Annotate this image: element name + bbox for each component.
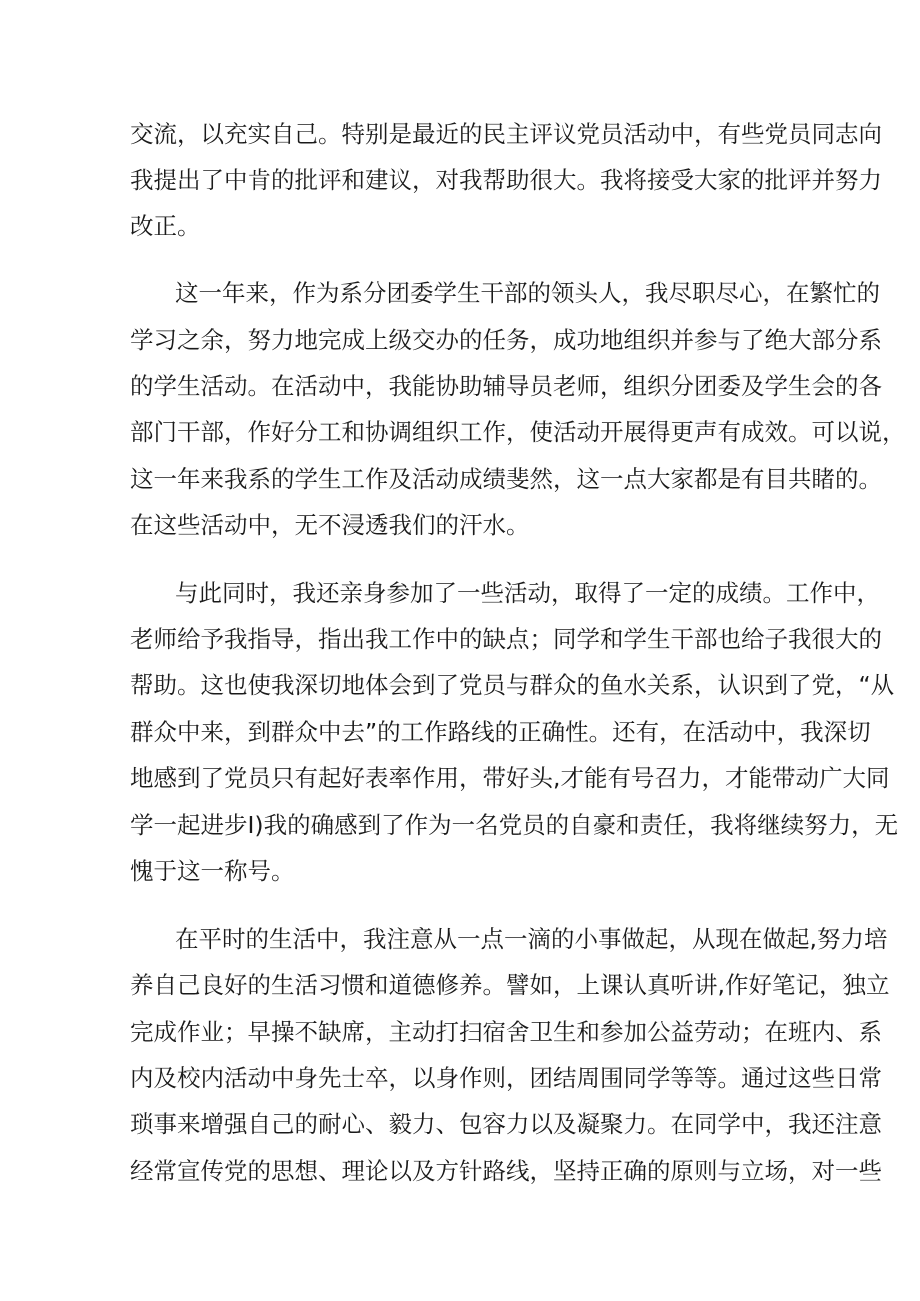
line-text: 愧于这一称号。 (130, 857, 295, 885)
text-line (0, 366, 920, 406)
line-text: 地感到了党员只有起好表率作用，带好头,才能有号召力，才能带动广大同 (130, 764, 890, 792)
line-text: 的学生活动。在活动中，我能协助辅导员老师，组织分团委及学生会的各 (130, 372, 882, 400)
text-line (0, 1104, 920, 1144)
text-line (0, 1058, 920, 1098)
text-line (0, 273, 920, 313)
text-line (0, 805, 920, 845)
text-line (0, 114, 920, 154)
line-text: 部门干部，作好分工和协调组织工作，使活动开展得更声有成效。可以说， (130, 418, 906, 446)
line-text: 这一年来我系的学生工作及活动成绩斐然，这一点大家都是有目共睹的。 (130, 465, 882, 493)
text-line (0, 851, 920, 891)
line-text: 内及校内活动中身先士卒，以身作则，团结周围同学等等。通过这些日常 (130, 1064, 882, 1092)
line-text: 改正。 (130, 212, 201, 240)
text-line (0, 459, 920, 499)
text-line (0, 160, 920, 200)
line-text: 我提出了中肯的批评和建议，对我帮助很大。我将接受大家的批评并努力 (130, 166, 882, 194)
text-line (0, 573, 920, 613)
line-text: 帮助。这也使我深切地体会到了党员与群众的鱼水关系，认识到了党，“从 (130, 671, 895, 699)
line-text: 琐事来增强自己的耐心、毅力、包容力以及凝聚力。在同学中，我还注意 (130, 1110, 882, 1138)
text-line (0, 505, 920, 545)
line-text: 老师给予我指导，指出我工作中的缺点；同学和学生干部也给子我很大的 (130, 625, 882, 653)
line-text: 与此同时，我还亲身参加了一些活动，取得了一定的成绩。工作中， (175, 579, 880, 607)
line-text: 群众中来，到群众中去”的工作路线的正确性。还有，在活动中，我深切 (130, 718, 871, 746)
text-line (0, 206, 920, 246)
text-line (0, 712, 920, 752)
line-text: 交流，以充实自己。特别是最近的民主评议党员活动中，有些党员同志向 (130, 120, 882, 148)
line-text: 养自己良好的生活习惯和道德修养。譬如，上课认真听讲,作好笔记，独立 (130, 971, 890, 999)
line-text: 学一起进步I)我的确感到了作为一名党员的自豪和责任，我将继续努力，无 (130, 811, 899, 839)
text-line (0, 758, 920, 798)
text-line (0, 320, 920, 360)
text-line (0, 665, 920, 705)
text-line (0, 619, 920, 659)
text-line (0, 1012, 920, 1052)
text-line (0, 965, 920, 1005)
line-text: 在平时的生活中，我注意从一点一滴的小事做起，从现在做起,努力培 (175, 925, 888, 953)
line-text: 学习之余，努力地完成上级交办的任务，成功地组织并参与了绝大部分系 (130, 326, 882, 354)
line-text: 这一年来，作为系分团委学生干部的领头人，我尽职尽心，在繁忙的 (175, 279, 880, 307)
text-line (0, 919, 920, 959)
line-text: 完成作业；早操不缺席，主动打扫宿舍卫生和参加公益劳动；在班内、系 (130, 1018, 882, 1046)
line-text: 在这些活动中，无不浸透我们的汗水。 (130, 511, 530, 539)
text-line (0, 1151, 920, 1191)
line-text: 经常宣传党的思想、理论以及方针路线，坚持正确的原则与立场，对一些 (130, 1157, 882, 1185)
text-line (0, 412, 920, 452)
